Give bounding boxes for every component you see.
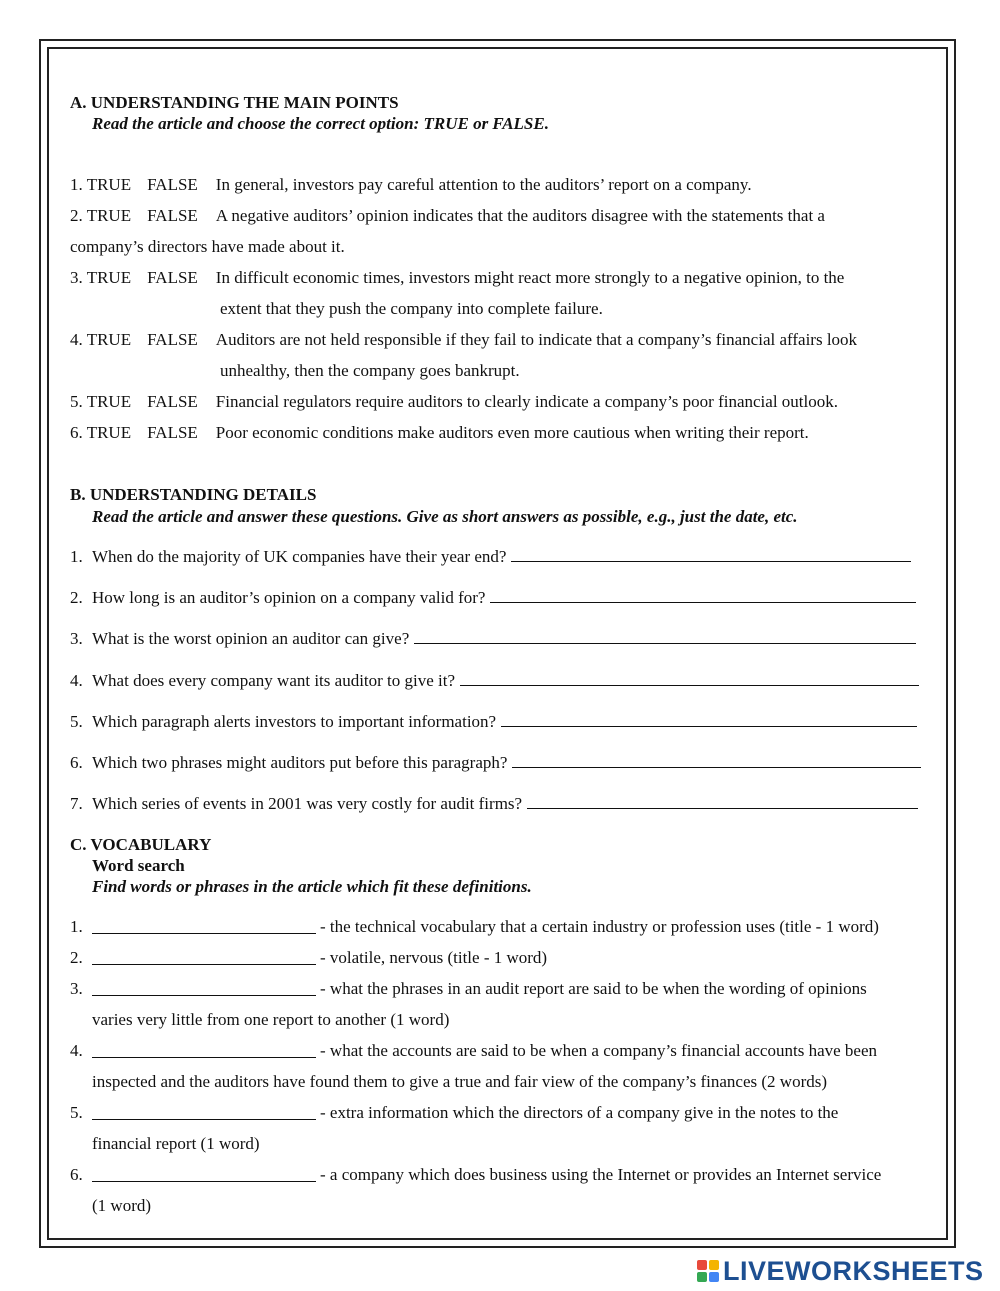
question-item <box>70 712 917 732</box>
true-option[interactable]: TRUE <box>86 268 132 287</box>
answer-field[interactable] <box>460 671 919 686</box>
vocab-definition: - the technical vocabulary that a certain industry or profession uses (title - 1 word) <box>320 917 879 936</box>
section-c-heading: C. VOCABULARY <box>70 835 212 854</box>
logo-text: LIVEWORKSHEETS <box>723 1255 984 1286</box>
logo-block <box>697 1272 707 1282</box>
question-text: Which paragraph alerts investors to important information? <box>92 712 497 731</box>
tf-item <box>70 423 809 443</box>
question-number: 2. <box>70 588 83 607</box>
question-number: 1. <box>70 547 83 566</box>
question-number: 6. <box>70 753 83 772</box>
answer-field[interactable] <box>501 712 917 727</box>
item-number: 4. <box>70 330 83 349</box>
section-a-heading: A. UNDERSTANDING THE MAIN POINTS <box>70 93 399 112</box>
logo-blocks-icon <box>697 1260 719 1282</box>
vocab-number: 2. <box>70 948 83 967</box>
vocab-answer-field[interactable] <box>92 950 316 965</box>
tf-item <box>70 330 857 350</box>
vocab-definition: - what the phrases in an audit report are said to be when the wording of opinions <box>320 979 867 998</box>
statement-continuation: company’s directors have made about it. <box>70 237 345 256</box>
item-number: 2. <box>70 206 83 225</box>
question-text: When do the majority of UK companies have their year end? <box>92 547 507 566</box>
question-text: What is the worst opinion an auditor can give? <box>92 629 410 648</box>
logo-block <box>709 1272 719 1282</box>
vocab-answer-field[interactable] <box>92 919 316 934</box>
answer-field[interactable] <box>490 588 916 603</box>
statement-continuation: extent that they push the company into complete failure. <box>220 299 603 318</box>
statement-text: In difficult economic times, investors might react more strongly to a negative opinion, to the <box>215 268 845 287</box>
vocab-definition-continuation: varies very little from one report to another (1 word) <box>92 1010 450 1029</box>
false-option[interactable]: FALSE <box>147 423 198 442</box>
vocab-definition-continuation: inspected and the auditors have found them to give a true and fair view of the company’s finances (2 words) <box>92 1072 828 1091</box>
statement-continuation: unhealthy, then the company goes bankrupt. <box>220 361 520 380</box>
question-number: 7. <box>70 794 83 813</box>
section-a-instruction: Read the article and choose the correct option: TRUE or FALSE. <box>92 114 549 133</box>
item-number: 1. <box>70 175 83 194</box>
question-text: What does every company want its auditor to give it? <box>92 671 456 690</box>
section-b-instruction: Read the article and answer these questions. Give as short answers as possible, e.g., just the date, etc. <box>92 507 798 526</box>
true-option[interactable]: TRUE <box>86 392 132 411</box>
vocab-number: 5. <box>70 1103 83 1122</box>
question-item <box>70 753 921 773</box>
false-option[interactable]: FALSE <box>147 392 198 411</box>
vocab-definition: - extra information which the directors of a company give in the notes to the <box>320 1103 839 1122</box>
statement-text: In general, investors pay careful attention to the auditors’ report on a company. <box>215 175 752 194</box>
vocab-number: 1. <box>70 917 83 936</box>
tf-item <box>70 392 838 412</box>
logo-block <box>709 1260 719 1270</box>
vocab-definition: - what the accounts are said to be when a company’s financial accounts have been <box>320 1041 877 1060</box>
liveworksheets-logo <box>697 1255 984 1287</box>
vocab-definition: - volatile, nervous (title - 1 word) <box>320 948 548 967</box>
logo-block <box>697 1260 707 1270</box>
false-option[interactable]: FALSE <box>147 206 198 225</box>
vocab-number: 4. <box>70 1041 83 1060</box>
answer-field[interactable] <box>511 547 911 562</box>
true-option[interactable]: TRUE <box>86 423 132 442</box>
vocab-definition: - a company which does business using the Internet or provides an Internet service <box>320 1165 882 1184</box>
vocab-number: 3. <box>70 979 83 998</box>
false-option[interactable]: FALSE <box>147 330 198 349</box>
vocab-definition-continuation: (1 word) <box>92 1196 152 1215</box>
vocab-answer-field[interactable] <box>92 981 316 996</box>
answer-field[interactable] <box>527 794 918 809</box>
section-c-subheading: Word search <box>92 856 185 875</box>
true-option[interactable]: TRUE <box>86 175 132 194</box>
vocab-answer-field[interactable] <box>92 1043 316 1058</box>
true-option[interactable]: TRUE <box>86 330 132 349</box>
question-text: Which series of events in 2001 was very costly for audit firms? <box>92 794 523 813</box>
section-b-heading: B. UNDERSTANDING DETAILS <box>70 485 317 504</box>
false-option[interactable]: FALSE <box>147 268 198 287</box>
tf-item <box>70 175 752 195</box>
question-item <box>70 794 918 814</box>
question-number: 3. <box>70 629 83 648</box>
item-number: 3. <box>70 268 83 287</box>
true-option[interactable]: TRUE <box>86 206 132 225</box>
item-number: 6. <box>70 423 83 442</box>
question-item <box>70 629 916 649</box>
question-number: 5. <box>70 712 83 731</box>
vocab-number: 6. <box>70 1165 83 1184</box>
tf-item <box>70 206 825 226</box>
statement-text: Financial regulators require auditors to clearly indicate a company’s poor financial outlook. <box>215 392 838 411</box>
answer-field[interactable] <box>512 753 921 768</box>
item-number: 5. <box>70 392 83 411</box>
statement-text: Poor economic conditions make auditors even more cautious when writing their report. <box>215 423 809 442</box>
false-option[interactable]: FALSE <box>147 175 198 194</box>
answer-field[interactable] <box>414 629 916 644</box>
question-text: How long is an auditor’s opinion on a company valid for? <box>92 588 486 607</box>
statement-text: Auditors are not held responsible if they fail to indicate that a company’s financial affairs look <box>215 330 858 349</box>
question-text: Which two phrases might auditors put before this paragraph? <box>92 753 508 772</box>
statement-text: A negative auditors’ opinion indicates that the auditors disagree with the statements that a <box>215 206 825 225</box>
question-item <box>70 671 919 691</box>
question-item <box>70 547 911 567</box>
section-c-instruction: Find words or phrases in the article which fit these definitions. <box>92 877 532 896</box>
question-item <box>70 588 916 608</box>
vocab-definition-continuation: financial report (1 word) <box>92 1134 260 1153</box>
vocab-answer-field[interactable] <box>92 1105 316 1120</box>
tf-item <box>70 268 844 288</box>
question-number: 4. <box>70 671 83 690</box>
vocab-answer-field[interactable] <box>92 1167 316 1182</box>
